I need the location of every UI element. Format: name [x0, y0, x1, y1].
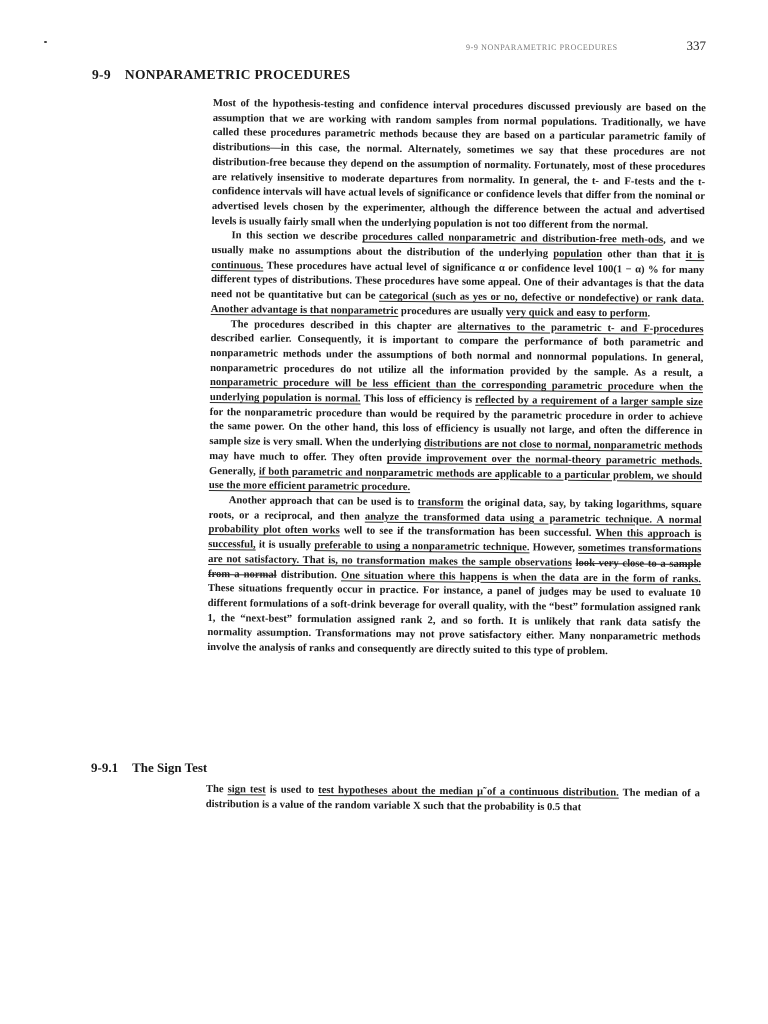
subsection-body	[206, 783, 700, 817]
page-number: 337	[686, 38, 706, 53]
p3-underline-both-applicable: if both parametric and nonparametric methods are applicable to a particular problem, we should use the more efficient parametric procedure.	[208, 466, 703, 494]
p3-text-e: may have much to offer. They often	[209, 450, 388, 464]
p4-underline-successful: When this approach is successful,	[208, 528, 702, 551]
subsection-title: The Sign Test	[132, 760, 208, 775]
p1-text-b: methods because they are based on a particular parametric family of distributions—in this case, the normal. Alternately, sometimes we say that these procedures are not distribution-free because they depend on the assumption of normality. Fortunately, most of these procedures are relatively insensitive to moderate departures from normality. In general, the t- and F-tests and the t-confidence intervals will have actual levels of significance or confidence levels that differ from the nominal or advertised levels chosen by the experimenter, although the difference between the actual and advertised levels is usually fairly small when the underlying population is not too different from the normal.	[211, 129, 706, 232]
p4-underline-analyze: analyze the transformed data using a parametric technique. A normal probability plot often works	[208, 511, 702, 537]
p3-text-c: This loss of efficiency is	[360, 393, 476, 406]
p2-underline-quick: very quick and easy to perform	[505, 306, 648, 320]
p3-text-b: described earlier. Consequently, it is important to compare the performance of both parametric and nonparametric methods under the assumptions of both normal and nonnormal populations. In general, nonparametric procedures do not utilize all the information provided by the sample. As a result, a	[210, 333, 704, 379]
p2-text-a: In this section we describe	[231, 230, 363, 243]
section-title: NONPARAMETRIC PROCEDURES	[124, 67, 351, 82]
p4-text-g: These situations frequently occur in practice. For instance, a panel of judges may be used to evaluate 10 different formulations of a soft-drink beverage for overall quality, with the “best” formulation assigned rank 1, the “next-best” formulation assigned rank 2, and so forth. It is unlikely that rank data satisfy the normality assumption. Transformations may not prove satisfactory either. Many nonparametric methods involve the analysis of ranks and consequently are directly suited to this type of problem.	[207, 583, 701, 658]
p4-text-b: the original data, say, by taking logarithms, square roots, or a reciprocal, and then	[208, 497, 702, 523]
p4-text-c: well to see if the transformation has been successful.	[339, 525, 596, 540]
p4-text-f: distribution.	[276, 569, 342, 581]
running-head	[466, 38, 706, 54]
p2-text-b: , and we usually make no assumptions about the distribution of the underlying	[211, 235, 705, 260]
subsection-number: 9-9.1	[91, 760, 119, 775]
paragraph-4	[207, 494, 702, 661]
paragraph-3	[209, 318, 704, 500]
sign-text-c: The median of a distribution is a value of the random variable X such that the probability is 0.5 that	[205, 787, 700, 813]
p4-text-d: it is usually	[255, 539, 315, 552]
p2-underline-population: population	[553, 248, 603, 261]
p2-text-f: .	[647, 308, 651, 320]
p1-term-parametric: parametric	[324, 128, 376, 141]
p2-underline-procedures: procedures called nonparametric and distribution-free meth-	[362, 231, 648, 246]
sign-text-a: The	[205, 783, 228, 796]
section-heading	[92, 67, 351, 83]
p3-text-d: for the nonparametric procedure than would be required by the parametric procedure in order to achieve the same power. On the other hand, this loss of efficiency is usually not large, and often the difference in sample size is very small. When the underlying	[209, 406, 703, 450]
p2-underline-continuous: it is continuous.	[211, 249, 705, 272]
p2-underline-ods: ods	[647, 234, 664, 247]
p3-text-f: Generally,	[209, 465, 259, 478]
section-body	[207, 97, 706, 661]
p4-underline-preferable: preferable to using a nonparametric technique.	[314, 540, 530, 554]
p2-text-c: other than that	[602, 249, 686, 261]
p3-underline-improvement: provide improvement over the normal-theory parametric methods.	[386, 452, 703, 468]
p3-underline-not-normal: distributions are not close to normal, nonparametric methods	[423, 438, 703, 453]
p4-strikeout-close: look very close to a sample from a normal	[207, 557, 702, 581]
page-speck	[44, 41, 47, 43]
p4-text-a: Another approach that can be used is to	[228, 495, 418, 509]
p4-underline-transform: transform	[417, 497, 464, 509]
p3-underline-alternatives: alternatives to the parametric t- and F-procedures	[457, 321, 704, 335]
running-title: 9-9 NONPARAMETRIC PROCEDURES	[466, 43, 618, 52]
sign-underline-median: test hypotheses about the median μ̃ of a continuous distribution.	[318, 784, 619, 799]
p2-text-d: These procedures have actual level of significance α or confidence level 100(1 − α) % for many different types of distributions. These procedures have some appeal. One of their advantages is that the data need not be quantitative but can be	[210, 260, 705, 302]
p4-text-e: However,	[529, 542, 579, 554]
section-number: 9-9	[92, 67, 111, 82]
p3-underline-less-efficient: nonparametric procedure will be less efficient than the corresponding parametric procedure when the underlying population is normal.	[209, 377, 704, 405]
p4-underline-not-satisfactory: sometimes transformations are not satisfactory. That is, no transformation makes the sample observations	[208, 542, 702, 569]
p4-underline-ranks: One situation where this happens is when the data are in the form of ranks.	[341, 569, 702, 585]
subsection-heading	[91, 760, 207, 776]
p3-text-a: The procedures described in this chapter are	[230, 318, 458, 333]
p2-text-e: procedures are usually	[398, 305, 507, 318]
subsection-paragraph	[206, 783, 700, 817]
p2-underline-categorical: categorical (such as yes or no, defective or nondefective) or rank data. Another advantage is that nonparametric	[210, 290, 704, 317]
paragraph-1	[212, 97, 706, 234]
sign-test-term: sign test	[227, 784, 266, 796]
sign-text-b: is used to	[265, 784, 319, 796]
p1-text-a: Most of the hypothesis-testing and confidence interval procedures discussed previously are based on the assumption that we are working with random samples from normal populations. Traditionally, we have called these procedures	[212, 97, 706, 140]
paragraph-2	[211, 229, 705, 322]
p3-underline-larger-sample: reflected by a requirement of a larger sample size	[475, 394, 703, 409]
